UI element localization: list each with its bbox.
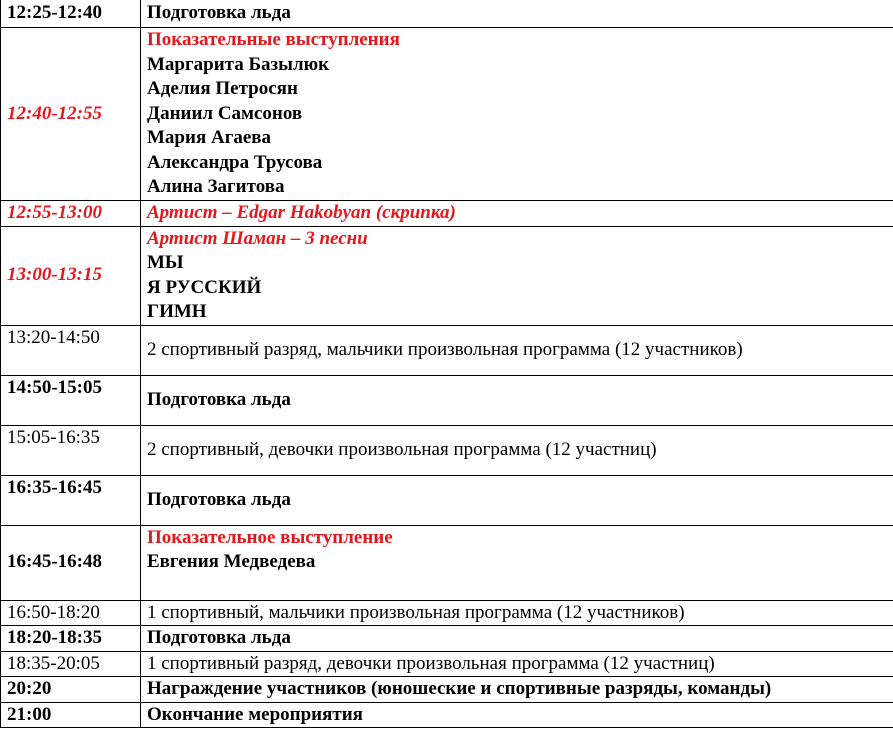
event-heading: Артист – Edgar Hakobyan (скрипка) [147, 202, 456, 223]
event-cell [141, 28, 893, 201]
event-cell [141, 600, 893, 626]
time-cell: 16:35-16:45 [1, 475, 141, 525]
event-cell [141, 651, 893, 677]
event-line: Награждение участников (юношеские и спортивные разряды, команды) [147, 678, 772, 699]
performer-name: Евгения Медведева [147, 551, 316, 572]
performer-name: Даниил Самсонов [147, 102, 303, 124]
time-cell: 12:55-13:00 [1, 201, 141, 227]
performer-name: Александра Трусова [147, 151, 323, 173]
event-cell [141, 375, 893, 425]
event-line: 2 спортивный разряд, мальчики произвольная программа (12 участников) [147, 338, 743, 360]
event-heading: Артист Шаман – 3 песни [147, 227, 368, 249]
event-line: Подготовка льда [147, 488, 291, 510]
schedule-row [1, 651, 893, 677]
event-line: 1 спортивный, мальчики произвольная программа (12 участников) [147, 601, 685, 623]
schedule-row [1, 375, 893, 425]
time-cell: 16:45-16:48 [1, 525, 141, 600]
schedule-row [1, 702, 893, 728]
time-cell: 15:05-16:35 [1, 425, 141, 475]
event-cell [141, 525, 893, 600]
schedule-row [1, 425, 893, 475]
event-line: 1 спортивный разряд, девочки произвольная программа (12 участниц) [147, 652, 715, 674]
schedule-row [1, 28, 893, 201]
performer-name: Мария Агаева [147, 127, 272, 149]
time-cell: 12:40-12:55 [1, 28, 141, 201]
time-cell: 14:50-15:05 [1, 375, 141, 425]
schedule-row [1, 677, 893, 703]
event-cell [141, 226, 893, 325]
song-title: ГИМН [147, 301, 207, 322]
event-cell [141, 0, 893, 28]
time-cell: 18:20-18:35 [1, 626, 141, 652]
schedule-row [1, 226, 893, 325]
event-cell [141, 702, 893, 728]
time-cell: 13:20-14:50 [1, 325, 141, 375]
schedule-row [1, 475, 893, 525]
event-cell [141, 325, 893, 375]
event-heading: Показательное выступление [147, 526, 393, 548]
event-cell [141, 677, 893, 703]
time-cell: 16:50-18:20 [1, 600, 141, 626]
schedule-row [1, 325, 893, 375]
event-cell [141, 626, 893, 652]
schedule-row [1, 600, 893, 626]
performer-name: Алина Загитова [147, 176, 285, 198]
song-title: Я РУССКИЙ [147, 276, 262, 298]
event-cell [141, 201, 893, 227]
time-cell: 12:25-12:40 [1, 0, 141, 28]
event-line: Окончание мероприятия [147, 703, 363, 725]
event-line: Подготовка льда [147, 388, 291, 410]
event-cell [141, 475, 893, 525]
time-cell: 13:00-13:15 [1, 226, 141, 325]
event-line: Подготовка льда [147, 1, 291, 23]
event-line: 2 спортивный, девочки произвольная программа (12 участниц) [147, 438, 657, 460]
event-cell [141, 425, 893, 475]
performer-name: Аделия Петросян [147, 78, 298, 100]
time-cell: 21:00 [1, 702, 141, 728]
event-heading: Показательные выступления [147, 29, 400, 51]
schedule-row [1, 626, 893, 652]
schedule-row [1, 525, 893, 600]
time-cell: 20:20 [1, 677, 141, 703]
time-cell: 18:35-20:05 [1, 651, 141, 677]
schedule-row [1, 0, 893, 28]
schedule-row [1, 201, 893, 227]
performer-name: Маргарита Базылюк [147, 53, 330, 75]
song-title: МЫ [147, 252, 184, 273]
event-line: Подготовка льда [147, 627, 291, 648]
